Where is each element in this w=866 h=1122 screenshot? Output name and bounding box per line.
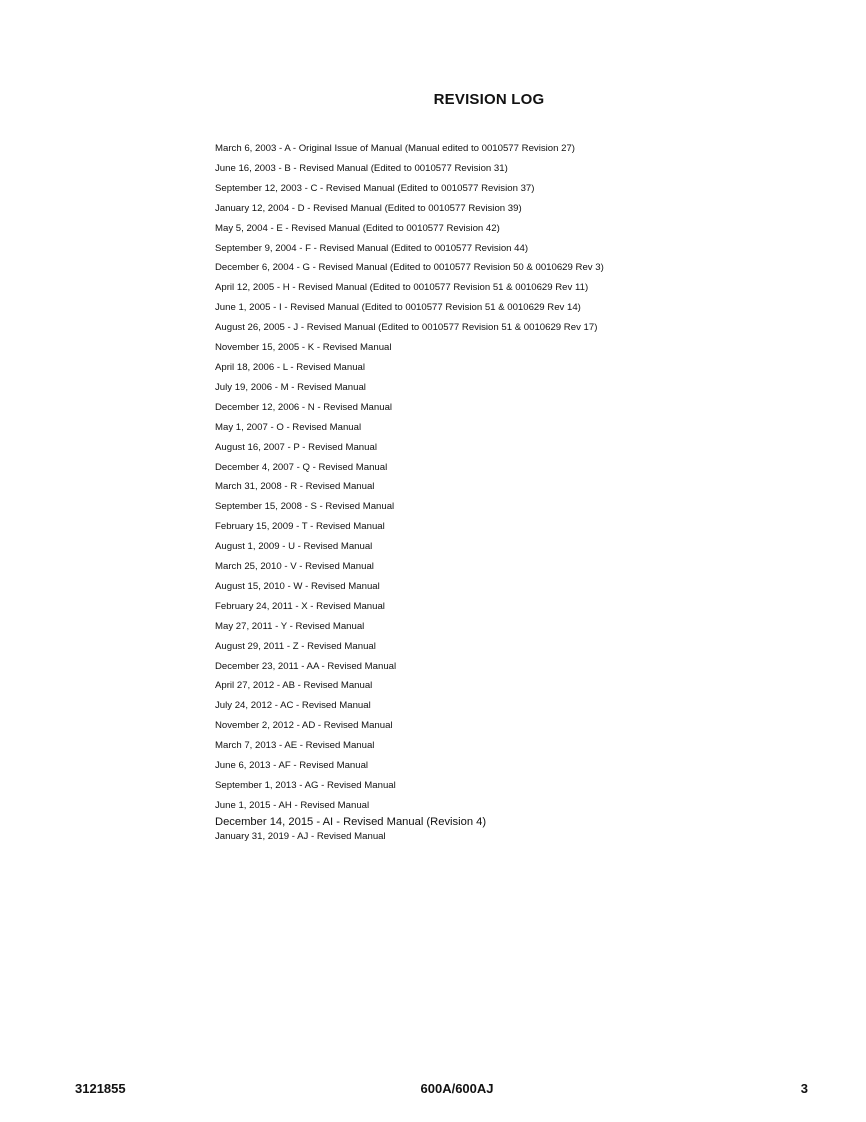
revision-log-list [215,139,604,844]
revision-entry-aj: January 31, 2019 - AJ - Revised Manual [215,830,386,842]
revision-entry-ac: July 24, 2012 - AC - Revised Manual [215,700,371,712]
revision-entry-y: May 27, 2011 - Y - Revised Manual [215,620,365,632]
revision-entry-v: March 25, 2010 - V - Revised Manual [215,561,374,573]
revision-entry-r: March 31, 2008 - R - Revised Manual [215,481,375,493]
revision-entry-aa: December 23, 2011 - AA - Revised Manual [215,660,397,672]
footer-model: 600A/600AJ [420,1081,494,1096]
revision-entry-b: June 16, 2003 - B - Revised Manual (Edited to 0010577 Revision 31) [215,162,508,174]
revision-entry-g: December 6, 2004 - G - Revised Manual (Edited to 0010577 Revision 50 & 0010629 Rev 3) [215,262,604,274]
revision-entry-d: January 12, 2004 - D - Revised Manual (Edited to 0010577 Revision 39) [215,202,522,214]
footer-doc-number: 3121855 [75,1081,126,1096]
revision-entry-ag: September 1, 2013 - AG - Revised Manual [215,780,396,791]
revision-entry-u: August 1, 2009 - U - Revised Manual [215,541,373,553]
revision-entry-h: April 12, 2005 - H - Revised Manual (Edited to 0010577 Revision 51 & 0010629 Rev 11) [215,282,589,294]
page-title: REVISION LOG [433,91,545,108]
revision-entry-ab: April 27, 2012 - AB - Revised Manual [215,680,373,692]
revision-entry-ai: December 14, 2015 - AI - Revised Manual (Revision 4) [215,815,487,828]
revision-entry-ae: March 7, 2013 - AE - Revised Manual [215,740,375,752]
revision-entry-s: September 15, 2008 - S - Revised Manual [215,501,395,513]
footer-page-number: 3 [800,1081,808,1096]
revision-entry-a: March 6, 2003 - A - Original Issue of Manual (Manual edited to 0010577 Revision 27) [215,143,575,154]
revision-entry-e: May 5, 2004 - E - Revised Manual (Edited to 0010577 Revision 42) [215,222,500,234]
revision-entry-m: July 19, 2006 - M - Revised Manual [215,381,366,393]
revision-entry-l: April 18, 2006 - L - Revised Manual [215,361,366,373]
revision-entry-ad: November 2, 2012 - AD - Revised Manual [215,720,393,732]
revision-entry-f: September 9, 2004 - F - Revised Manual (Edited to 0010577 Revision 44) [215,242,529,254]
revision-entry-ah: June 1, 2015 - AH - Revised Manual [215,799,370,811]
revision-entry-j: August 26, 2005 - J - Revised Manual (Edited to 0010577 Revision 51 & 0010629 Rev 17) [215,322,598,334]
revision-entry-k: November 15, 2005 - K - Revised Manual [215,342,392,354]
revision-entry-x: February 24, 2011 - X - Revised Manual [215,600,385,612]
revision-entry-p: August 16, 2007 - P - Revised Manual [215,441,377,453]
revision-entry-z: August 29, 2011 - Z - Revised Manual [215,640,376,652]
revision-entry-i: June 1, 2005 - I - Revised Manual (Edited to 0010577 Revision 51 & 0010629 Rev 14) [215,302,581,314]
revision-entry-q: December 4, 2007 - Q - Revised Manual [215,461,388,473]
revision-entry-o: May 1, 2007 - O - Revised Manual [215,421,362,433]
revision-entry-af: June 6, 2013 - AF - Revised Manual [215,760,369,772]
revision-entry-t: February 15, 2009 - T - Revised Manual [215,521,385,533]
revision-entry-w: August 15, 2010 - W - Revised Manual [215,580,380,592]
revision-entry-c: September 12, 2003 - C - Revised Manual (Edited to 0010577 Revision 37) [215,182,535,194]
revision-entry-n: December 12, 2006 - N - Revised Manual [215,401,393,413]
